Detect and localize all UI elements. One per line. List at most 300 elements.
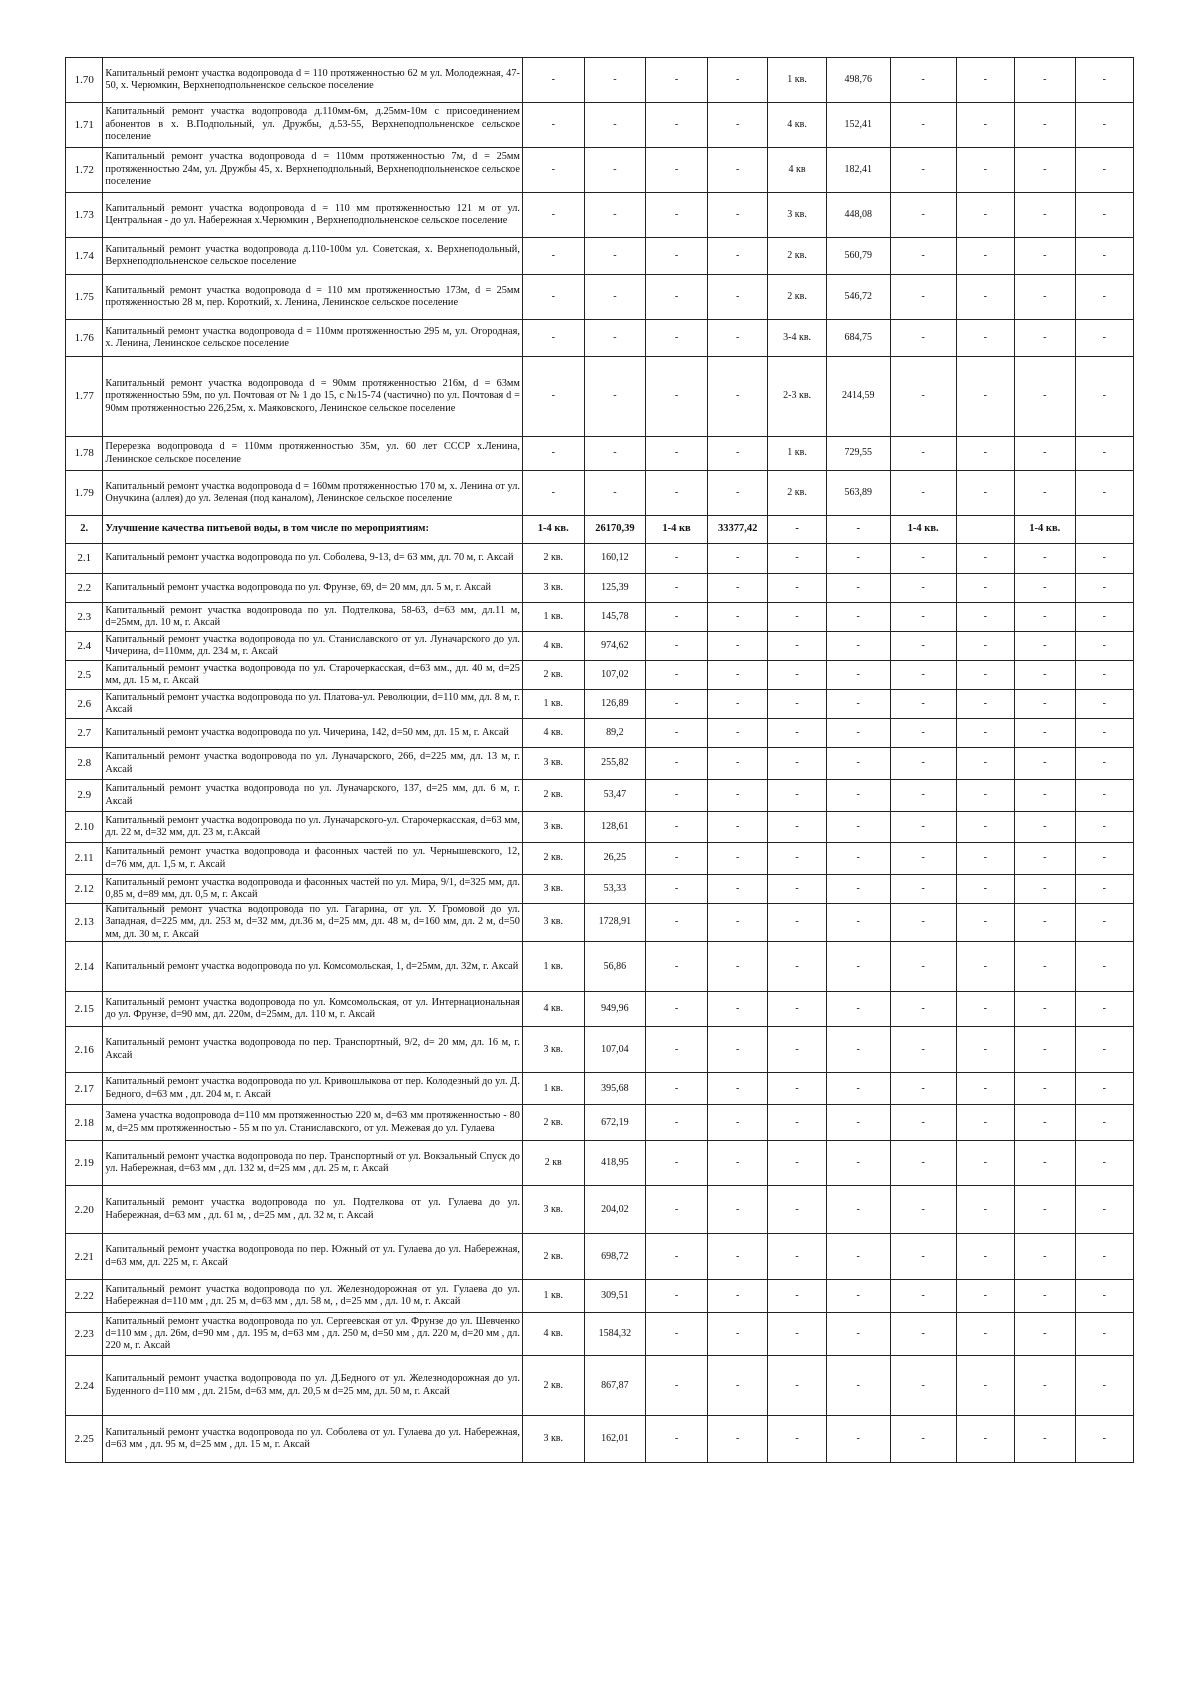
measure-description: Капитальный ремонт участка водопровода по ул. Подтелкова, 58-63, d=63 мм, дл.11 м, d=25мм, дл. 10 м, г. Аксай bbox=[103, 603, 522, 632]
table-row bbox=[66, 148, 1134, 193]
value-cell: - bbox=[768, 1141, 826, 1186]
value-cell: - bbox=[890, 58, 956, 103]
table-row bbox=[66, 1186, 1134, 1234]
value-cell: - bbox=[707, 1027, 768, 1073]
value-cell: - bbox=[890, 603, 956, 632]
value-cell: - bbox=[1075, 904, 1133, 942]
value-cell: - bbox=[707, 275, 768, 320]
measure-description: Капитальный ремонт участка водопровода по ул. Д.Бедного от ул. Железнодорожная до ул. Буденного d=110 мм , дл. 215м, d=63 мм, дл. 20,5 м d=25 мм, дл. 50 м, г. Аксай bbox=[103, 1356, 522, 1416]
value-cell: 2414,59 bbox=[826, 357, 890, 437]
value-cell: - bbox=[646, 320, 708, 357]
row-number: 1.73 bbox=[66, 193, 103, 238]
value-cell: 1 кв. bbox=[522, 942, 584, 992]
table-row bbox=[66, 58, 1134, 103]
value-cell: - bbox=[1075, 942, 1133, 992]
measure-description: Капитальный ремонт участка водопровода по ул. Комсомольская, 1, d=25мм, дл. 32м, г. Аксай bbox=[103, 942, 522, 992]
value-cell: - bbox=[956, 320, 1014, 357]
value-cell: - bbox=[956, 238, 1014, 275]
value-cell: - bbox=[890, 1105, 956, 1141]
value-cell: - bbox=[956, 748, 1014, 780]
value-cell: - bbox=[584, 437, 646, 471]
value-cell: - bbox=[956, 875, 1014, 904]
value-cell: - bbox=[646, 544, 708, 574]
value-cell: - bbox=[707, 574, 768, 603]
row-number: 1.71 bbox=[66, 103, 103, 148]
value-cell: - bbox=[1015, 719, 1076, 748]
value-cell: 974,62 bbox=[584, 632, 646, 661]
value-cell: 1 кв. bbox=[768, 58, 826, 103]
value-cell: - bbox=[956, 148, 1014, 193]
measure-description: Капитальный ремонт участка водопровода d = 160мм протяженностью 170 м, х. Ленина от ул. Онучкина (аллея) до ул. Зеленая (под каналом), Ленинское сельское поселение bbox=[103, 471, 522, 516]
value-cell: - bbox=[956, 992, 1014, 1027]
value-cell: - bbox=[646, 690, 708, 719]
row-number: 2.12 bbox=[66, 875, 103, 904]
value-cell: - bbox=[1015, 1105, 1076, 1141]
value-cell: - bbox=[890, 690, 956, 719]
value-cell: - bbox=[890, 1027, 956, 1073]
value-cell: - bbox=[707, 320, 768, 357]
value-cell: - bbox=[707, 238, 768, 275]
value-cell: - bbox=[956, 1186, 1014, 1234]
value-cell: 1-4 кв. bbox=[890, 516, 956, 544]
value-cell: - bbox=[826, 632, 890, 661]
value-cell: 145,78 bbox=[584, 603, 646, 632]
value-cell: - bbox=[584, 320, 646, 357]
value-cell: - bbox=[826, 942, 890, 992]
value-cell: - bbox=[956, 1105, 1014, 1141]
value-cell: - bbox=[1015, 1280, 1076, 1313]
value-cell: - bbox=[826, 748, 890, 780]
measure-description: Капитальный ремонт участка водопровода по ул. Старочеркасская, d=63 мм., дл. 40 м, d=25 мм, дл. 15 м, г. Аксай bbox=[103, 661, 522, 690]
value-cell: - bbox=[1075, 875, 1133, 904]
value-cell: 2 кв. bbox=[522, 1105, 584, 1141]
value-cell: - bbox=[956, 904, 1014, 942]
measure-description: Капитальный ремонт участка водопровода и фасонных частей по ул. Мира, 9/1, d=325 мм, дл. 0,85 м, d=89 мм, дл. 0,5 м, г. Аксай bbox=[103, 875, 522, 904]
value-cell: 255,82 bbox=[584, 748, 646, 780]
value-cell: - bbox=[1075, 603, 1133, 632]
value-cell: - bbox=[646, 1356, 708, 1416]
value-cell: - bbox=[956, 357, 1014, 437]
value-cell: - bbox=[1075, 148, 1133, 193]
value-cell: - bbox=[890, 1234, 956, 1280]
value-cell: - bbox=[1015, 748, 1076, 780]
value-cell: - bbox=[1015, 320, 1076, 357]
value-cell: - bbox=[1075, 58, 1133, 103]
value-cell: - bbox=[826, 516, 890, 544]
row-number: 2.23 bbox=[66, 1313, 103, 1356]
row-number: 2.25 bbox=[66, 1416, 103, 1463]
value-cell: - bbox=[956, 103, 1014, 148]
value-cell: 3 кв. bbox=[522, 1416, 584, 1463]
value-cell: - bbox=[826, 1186, 890, 1234]
value-cell: - bbox=[1075, 1356, 1133, 1416]
measure-description: Капитальный ремонт участка водопровода d = 90мм протяженностью 216м, d = 63мм протяженностью 59м, по ул. Почтовая от № 1 до 15, с №15-74 (частично) по ул. Почтовая d = 90мм протяженностью 226,25м, х. Маяковского, Ленинское сельское поселение bbox=[103, 357, 522, 437]
value-cell: - bbox=[1015, 1356, 1076, 1416]
value-cell: - bbox=[646, 1313, 708, 1356]
value-cell: - bbox=[522, 471, 584, 516]
value-cell: - bbox=[646, 471, 708, 516]
table-row bbox=[66, 690, 1134, 719]
value-cell: - bbox=[768, 812, 826, 843]
row-number: 2.19 bbox=[66, 1141, 103, 1186]
row-number: 2.22 bbox=[66, 1280, 103, 1313]
value-cell: 2 кв. bbox=[522, 661, 584, 690]
row-number: 2.1 bbox=[66, 544, 103, 574]
value-cell: 698,72 bbox=[584, 1234, 646, 1280]
value-cell: - bbox=[522, 193, 584, 238]
value-cell: - bbox=[646, 603, 708, 632]
table-row bbox=[66, 603, 1134, 632]
value-cell: - bbox=[1075, 1280, 1133, 1313]
value-cell: 546,72 bbox=[826, 275, 890, 320]
value-cell: - bbox=[956, 1416, 1014, 1463]
value-cell: - bbox=[956, 661, 1014, 690]
value-cell: - bbox=[646, 1105, 708, 1141]
value-cell: - bbox=[646, 632, 708, 661]
measure-description: Замена участка водопровода d=110 мм протяженностью 220 м, d=63 мм протяженностью - 80 м, d=25 мм протяженностью - 55 м по ул. Станиславского, от ул. Межевая до ул. Гулаева bbox=[103, 1105, 522, 1141]
value-cell: - bbox=[1075, 1186, 1133, 1234]
value-cell: - bbox=[707, 632, 768, 661]
value-cell: 563,89 bbox=[826, 471, 890, 516]
value-cell: - bbox=[1015, 780, 1076, 812]
value-cell: - bbox=[522, 357, 584, 437]
value-cell bbox=[956, 516, 1014, 544]
value-cell: 1-4 кв bbox=[646, 516, 708, 544]
value-cell: - bbox=[826, 603, 890, 632]
value-cell: - bbox=[1015, 357, 1076, 437]
value-cell: - bbox=[646, 812, 708, 843]
value-cell: 1-4 кв. bbox=[522, 516, 584, 544]
value-cell: - bbox=[768, 1234, 826, 1280]
value-cell: - bbox=[1075, 1416, 1133, 1463]
value-cell: - bbox=[956, 843, 1014, 875]
table-row bbox=[66, 992, 1134, 1027]
measure-description: Капитальный ремонт участка водопровода по ул. Станиславского от ул. Луначарского до ул. Чичерина, d=110мм, дл. 234 м, г. Аксай bbox=[103, 632, 522, 661]
table-row bbox=[66, 275, 1134, 320]
value-cell: - bbox=[1015, 238, 1076, 275]
value-cell: - bbox=[768, 875, 826, 904]
value-cell: - bbox=[956, 1234, 1014, 1280]
table-row bbox=[66, 103, 1134, 148]
value-cell: - bbox=[890, 437, 956, 471]
value-cell: - bbox=[646, 843, 708, 875]
measure-description: Улучшение качества питьевой воды, в том числе по мероприятиям: bbox=[103, 516, 522, 544]
value-cell: - bbox=[890, 148, 956, 193]
value-cell: - bbox=[707, 1234, 768, 1280]
value-cell: 3 кв. bbox=[768, 193, 826, 238]
value-cell: - bbox=[1075, 1141, 1133, 1186]
value-cell: - bbox=[956, 544, 1014, 574]
value-cell: - bbox=[707, 1141, 768, 1186]
table-row bbox=[66, 1105, 1134, 1141]
value-cell: 2 кв. bbox=[522, 1234, 584, 1280]
value-cell bbox=[1075, 516, 1133, 544]
value-cell: - bbox=[890, 544, 956, 574]
measure-description: Капитальный ремонт участка водопровода по ул. Сергеевская от ул. Фрунзе до ул. Шевченко d=110 мм , дл. 26м, d=90 мм , дл. 195 м, d=63 мм , дл. 250 м, d=50 мм , дл. 220 м, d=20 мм , дл. 220 м, г. Аксай bbox=[103, 1313, 522, 1356]
value-cell: 3 кв. bbox=[522, 1186, 584, 1234]
value-cell: 128,61 bbox=[584, 812, 646, 843]
row-number: 2.21 bbox=[66, 1234, 103, 1280]
value-cell: 160,12 bbox=[584, 544, 646, 574]
value-cell: 395,68 bbox=[584, 1073, 646, 1105]
value-cell: - bbox=[768, 992, 826, 1027]
value-cell: 3 кв. bbox=[522, 574, 584, 603]
value-cell: 4 кв bbox=[768, 148, 826, 193]
value-cell: - bbox=[646, 992, 708, 1027]
value-cell: 729,55 bbox=[826, 437, 890, 471]
row-number: 2.5 bbox=[66, 661, 103, 690]
value-cell: - bbox=[646, 748, 708, 780]
value-cell: 26,25 bbox=[584, 843, 646, 875]
row-number: 1.78 bbox=[66, 437, 103, 471]
row-number: 2.3 bbox=[66, 603, 103, 632]
value-cell: - bbox=[826, 719, 890, 748]
value-cell: - bbox=[890, 320, 956, 357]
measure-description: Капитальный ремонт участка водопровода по пер. Транспортный, 9/2, d= 20 мм, дл. 16 м, г. Аксай bbox=[103, 1027, 522, 1073]
value-cell: - bbox=[646, 58, 708, 103]
measure-description: Капитальный ремонт участка водопровода по ул. Фрунзе, 69, d= 20 мм, дл. 5 м, г. Аксай bbox=[103, 574, 522, 603]
value-cell: - bbox=[1075, 544, 1133, 574]
value-cell: 3 кв. bbox=[522, 748, 584, 780]
value-cell: 672,19 bbox=[584, 1105, 646, 1141]
measures-table bbox=[65, 57, 1134, 1463]
value-cell: - bbox=[768, 632, 826, 661]
value-cell: 2 кв. bbox=[522, 544, 584, 574]
value-cell: - bbox=[1075, 275, 1133, 320]
value-cell: - bbox=[768, 942, 826, 992]
value-cell: - bbox=[768, 516, 826, 544]
measure-description: Капитальный ремонт участка водопровода d = 110 мм протяженностью 121 м от ул. Центральная - до ул. Набережная х.Черюмкин , Верхнеподпольненское сельское поселение bbox=[103, 193, 522, 238]
table-row bbox=[66, 812, 1134, 843]
value-cell: - bbox=[956, 1141, 1014, 1186]
row-number: 2.10 bbox=[66, 812, 103, 843]
value-cell: - bbox=[956, 690, 1014, 719]
row-number: 2.11 bbox=[66, 843, 103, 875]
row-number: 1.79 bbox=[66, 471, 103, 516]
value-cell: - bbox=[522, 58, 584, 103]
value-cell: - bbox=[1015, 1186, 1076, 1234]
value-cell: - bbox=[890, 904, 956, 942]
value-cell: - bbox=[646, 1073, 708, 1105]
value-cell: - bbox=[646, 574, 708, 603]
value-cell: 3 кв. bbox=[522, 904, 584, 942]
measure-description: Капитальный ремонт участка водопровода по пер. Южный от ул. Гулаева до ул. Набережная, d=63 мм, дл. 225 м, г. Аксай bbox=[103, 1234, 522, 1280]
table-row bbox=[66, 1027, 1134, 1073]
measure-description: Капитальный ремонт участка водопровода по ул. Комсомольская, от ул. Интернациональная до ул. Фрунзе, d=90 мм, дл. 220м, d=25мм, дл. 110 м, г. Аксай bbox=[103, 992, 522, 1027]
value-cell: - bbox=[584, 238, 646, 275]
value-cell: - bbox=[646, 1280, 708, 1313]
value-cell: - bbox=[707, 58, 768, 103]
value-cell: 53,47 bbox=[584, 780, 646, 812]
value-cell: - bbox=[646, 103, 708, 148]
value-cell: 2-3 кв. bbox=[768, 357, 826, 437]
value-cell: - bbox=[826, 690, 890, 719]
table-row bbox=[66, 193, 1134, 238]
measure-description: Капитальный ремонт участка водопровода по ул. Платова-ул. Революции, d=110 мм, дл. 8 м, г. Аксай bbox=[103, 690, 522, 719]
value-cell: - bbox=[707, 1416, 768, 1463]
value-cell: - bbox=[707, 942, 768, 992]
value-cell: 867,87 bbox=[584, 1356, 646, 1416]
measure-description: Перерезка водопровода d = 110мм протяженностью 35м, ул. 60 лет СССР х.Ленина, Ленинское сельское поселение bbox=[103, 437, 522, 471]
value-cell: - bbox=[1075, 471, 1133, 516]
value-cell: - bbox=[1015, 843, 1076, 875]
value-cell: - bbox=[890, 193, 956, 238]
value-cell: - bbox=[1015, 193, 1076, 238]
value-cell: - bbox=[890, 812, 956, 843]
value-cell: - bbox=[707, 1313, 768, 1356]
value-cell: - bbox=[1015, 1027, 1076, 1073]
table-row bbox=[66, 1280, 1134, 1313]
value-cell: - bbox=[890, 719, 956, 748]
measure-description: Капитальный ремонт участка водопровода d = 110 мм протяженностью 173м, d = 25мм протяженностью 28 м, пер. Короткий, х. Ленина, Ленинское сельское поселение bbox=[103, 275, 522, 320]
table-row bbox=[66, 942, 1134, 992]
value-cell: - bbox=[956, 471, 1014, 516]
table-row bbox=[66, 719, 1134, 748]
value-cell: - bbox=[768, 1356, 826, 1416]
value-cell: - bbox=[1015, 574, 1076, 603]
value-cell: - bbox=[1075, 320, 1133, 357]
value-cell: 107,04 bbox=[584, 1027, 646, 1073]
value-cell: - bbox=[768, 843, 826, 875]
measure-description: Капитальный ремонт участка водопровода по ул. Луначарского, 266, d=225 мм, дл. 13 м, г. Аксай bbox=[103, 748, 522, 780]
value-cell: - bbox=[707, 690, 768, 719]
value-cell: - bbox=[768, 603, 826, 632]
measure-description: Капитальный ремонт участка водопровода по ул. Подтелкова от ул. Гулаева до ул. Набережная, d=63 мм , дл. 61 м, , d=25 мм , дл. 32 м, г. Аксай bbox=[103, 1186, 522, 1234]
row-number: 1.75 bbox=[66, 275, 103, 320]
value-cell: - bbox=[826, 1416, 890, 1463]
value-cell: - bbox=[1015, 690, 1076, 719]
value-cell: 125,39 bbox=[584, 574, 646, 603]
value-cell: - bbox=[956, 1356, 1014, 1416]
measure-description: Капитальный ремонт участка водопровода по ул. Соболева от ул. Гулаева до ул. Набережная, d=63 мм , дл. 95 м, d=25 мм , дл. 15 м, г. Аксай bbox=[103, 1416, 522, 1463]
table-row bbox=[66, 471, 1134, 516]
value-cell: - bbox=[826, 1105, 890, 1141]
value-cell: - bbox=[584, 357, 646, 437]
value-cell: - bbox=[646, 238, 708, 275]
value-cell: 2 кв. bbox=[522, 1356, 584, 1416]
value-cell: - bbox=[890, 1356, 956, 1416]
value-cell: 1 кв. bbox=[522, 603, 584, 632]
value-cell: - bbox=[890, 748, 956, 780]
row-number: 2.13 bbox=[66, 904, 103, 942]
value-cell: - bbox=[890, 1073, 956, 1105]
value-cell: 182,41 bbox=[826, 148, 890, 193]
value-cell: - bbox=[707, 843, 768, 875]
value-cell: 418,95 bbox=[584, 1141, 646, 1186]
value-cell: - bbox=[1075, 357, 1133, 437]
value-cell: - bbox=[707, 661, 768, 690]
value-cell: - bbox=[890, 1416, 956, 1463]
value-cell: - bbox=[890, 1186, 956, 1234]
value-cell: - bbox=[890, 843, 956, 875]
value-cell: - bbox=[584, 193, 646, 238]
value-cell: - bbox=[522, 148, 584, 193]
value-cell: - bbox=[1075, 1234, 1133, 1280]
table-row bbox=[66, 1141, 1134, 1186]
value-cell: - bbox=[646, 661, 708, 690]
row-number: 2.8 bbox=[66, 748, 103, 780]
row-number: 2.2 bbox=[66, 574, 103, 603]
value-cell: 2 кв. bbox=[768, 238, 826, 275]
value-cell: - bbox=[1075, 1313, 1133, 1356]
value-cell: 1 кв. bbox=[522, 1073, 584, 1105]
value-cell: - bbox=[707, 904, 768, 942]
value-cell: - bbox=[707, 875, 768, 904]
value-cell: - bbox=[707, 1280, 768, 1313]
value-cell: 4 кв. bbox=[522, 632, 584, 661]
value-cell: - bbox=[1015, 471, 1076, 516]
row-number: 2.15 bbox=[66, 992, 103, 1027]
value-cell: 3 кв. bbox=[522, 875, 584, 904]
value-cell: - bbox=[890, 1141, 956, 1186]
value-cell: 2 кв. bbox=[768, 471, 826, 516]
value-cell: - bbox=[826, 1234, 890, 1280]
table-row bbox=[66, 1313, 1134, 1356]
value-cell: - bbox=[890, 942, 956, 992]
value-cell: - bbox=[1015, 812, 1076, 843]
value-cell: - bbox=[956, 603, 1014, 632]
value-cell: - bbox=[707, 780, 768, 812]
value-cell: - bbox=[707, 357, 768, 437]
value-cell: - bbox=[956, 719, 1014, 748]
table-row bbox=[66, 1073, 1134, 1105]
value-cell: - bbox=[768, 719, 826, 748]
value-cell: - bbox=[1015, 904, 1076, 942]
value-cell: - bbox=[522, 238, 584, 275]
value-cell: - bbox=[956, 1280, 1014, 1313]
value-cell: 4 кв. bbox=[522, 992, 584, 1027]
value-cell: - bbox=[768, 1186, 826, 1234]
value-cell: - bbox=[707, 471, 768, 516]
value-cell: - bbox=[1015, 875, 1076, 904]
measure-description: Капитальный ремонт участка водопровода d = 110мм протяженностью 7м, d = 25мм протяженностью 24м, ул. Дружбы 45, х. Верхнеподпольный, Верхнеподпольненское сельское поселение bbox=[103, 148, 522, 193]
value-cell: - bbox=[1075, 812, 1133, 843]
value-cell: 2 кв. bbox=[522, 843, 584, 875]
value-cell: 162,01 bbox=[584, 1416, 646, 1463]
value-cell: - bbox=[1075, 238, 1133, 275]
table-row bbox=[66, 1356, 1134, 1416]
value-cell: 56,86 bbox=[584, 942, 646, 992]
value-cell: - bbox=[956, 437, 1014, 471]
measure-description: Капитальный ремонт участка водопровода и фасонных частей по ул. Чернышевского, 12, d=76 мм, дл. 1,5 м, г. Аксай bbox=[103, 843, 522, 875]
measure-description: Капитальный ремонт участка водопровода по ул. Луначарского-ул. Старочеркасская, d=63 мм, дл. 22 м, d=32 мм, дл. 23 м, г.Аксай bbox=[103, 812, 522, 843]
measure-description: Капитальный ремонт участка водопровода d = 110мм протяженностью 295 м, ул. Огородная, х. Ленина, Ленинское сельское поселение bbox=[103, 320, 522, 357]
value-cell: - bbox=[1075, 992, 1133, 1027]
value-cell: - bbox=[1075, 780, 1133, 812]
value-cell: - bbox=[646, 357, 708, 437]
table-row bbox=[66, 1234, 1134, 1280]
table-row bbox=[66, 357, 1134, 437]
row-number: 1.72 bbox=[66, 148, 103, 193]
value-cell: - bbox=[646, 1141, 708, 1186]
measure-description: Капитальный ремонт участка водопровода d = 110 протяженностью 62 м ул. Молодежная, 47-50, х. Черюмкин, Верхнеподпольненское сельское поселение bbox=[103, 58, 522, 103]
value-cell: - bbox=[768, 904, 826, 942]
value-cell: - bbox=[890, 780, 956, 812]
row-number: 2.24 bbox=[66, 1356, 103, 1416]
value-cell: - bbox=[707, 1356, 768, 1416]
value-cell: - bbox=[890, 661, 956, 690]
value-cell: 2 кв. bbox=[522, 780, 584, 812]
value-cell: 204,02 bbox=[584, 1186, 646, 1234]
value-cell: 2 кв. bbox=[768, 275, 826, 320]
value-cell: - bbox=[768, 544, 826, 574]
table-row bbox=[66, 632, 1134, 661]
value-cell: - bbox=[584, 275, 646, 320]
value-cell: 89,2 bbox=[584, 719, 646, 748]
table-row bbox=[66, 437, 1134, 471]
value-cell: - bbox=[768, 1416, 826, 1463]
value-cell: - bbox=[707, 148, 768, 193]
